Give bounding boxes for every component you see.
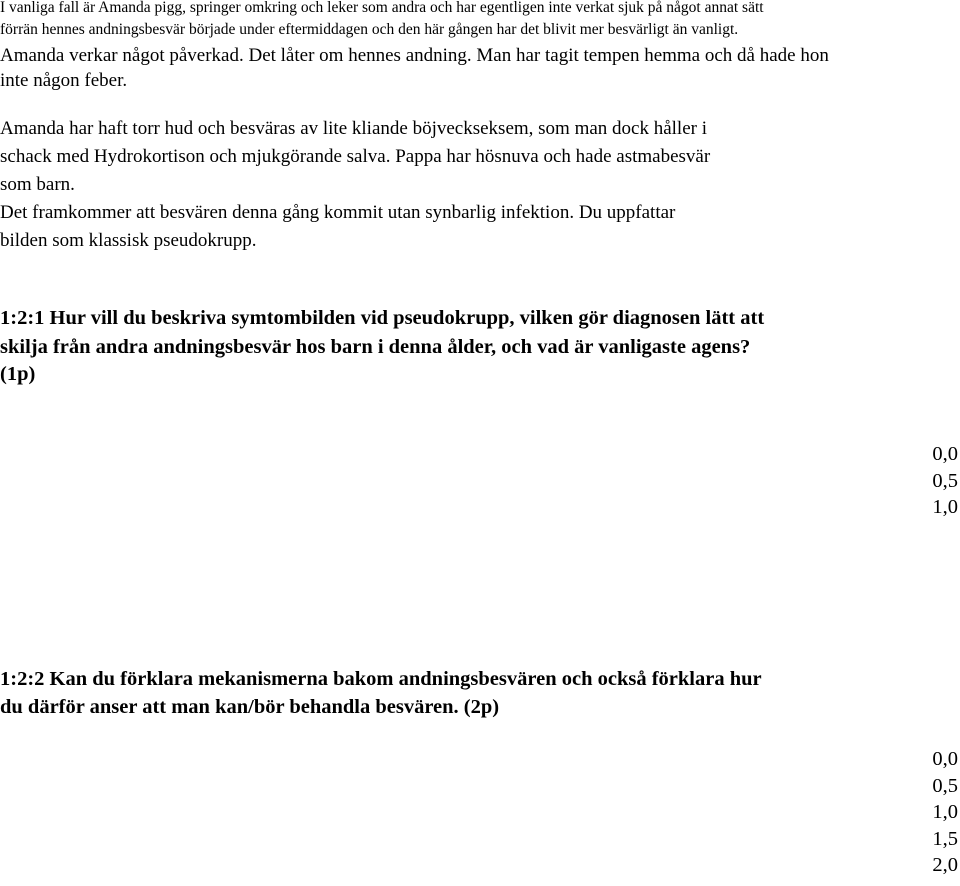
- intro-line-2: förrän hennes andningsbesvär började under eftermiddagen och den här gången har det blivit mer besvärligt än vanligt.: [0, 21, 739, 38]
- score-scale-question-2: [932, 746, 958, 879]
- score-value: 0,0: [932, 748, 958, 770]
- paragraph-1-line-1: Amanda verkar något påverkad. Det låter om hennes andning. Man har tagit tempen hemma och då hade hon: [0, 45, 829, 66]
- question-2-line-1: 1:2:2 Kan du förklara mekanismerna bakom andningsbesvären och också förklara hur: [0, 668, 762, 690]
- paragraph-2-line-4: Det framkommer att besvären denna gång kommit utan synbarlig infektion. Du uppfattar: [0, 202, 676, 223]
- score-value: 2,0: [932, 854, 958, 876]
- question-1-line-3: (1p): [0, 363, 36, 385]
- paragraph-1-line-2: inte någon feber.: [0, 70, 128, 91]
- paragraph-2-line-5: bilden som klassisk pseudokrupp.: [0, 230, 257, 251]
- score-scale-question-1: [932, 441, 958, 521]
- intro-line-1: I vanliga fall är Amanda pigg, springer omkring och leker som andra och har egentligen inte verkat sjuk på något annat sätt: [0, 0, 764, 16]
- score-value: 0,5: [932, 774, 958, 797]
- score-value: 0,5: [932, 469, 958, 492]
- score-value: 1,0: [932, 496, 958, 518]
- paragraph-2-line-1: Amanda har haft torr hud och besväras av lite kliande böjveckseksem, som man dock håller i: [0, 118, 707, 139]
- score-value: 0,0: [932, 443, 958, 465]
- score-value: 1,5: [932, 827, 958, 850]
- paragraph-2-line-3: som barn.: [0, 174, 75, 195]
- question-2-line-2: du därför anser att man kan/bör behandla besvären. (2p): [0, 696, 500, 718]
- score-value: 1,0: [932, 801, 958, 823]
- question-1-line-2: skilja från andra andningsbesvär hos barn i denna ålder, och vad är vanligaste agens?: [0, 336, 751, 358]
- paragraph-2-line-2: schack med Hydrokortison och mjukgörande salva. Pappa har hösnuva och hade astmabesvär: [0, 146, 711, 167]
- question-1-line-1: 1:2:1 Hur vill du beskriva symtombilden vid pseudokrupp, vilken gör diagnosen lätt att: [0, 307, 765, 329]
